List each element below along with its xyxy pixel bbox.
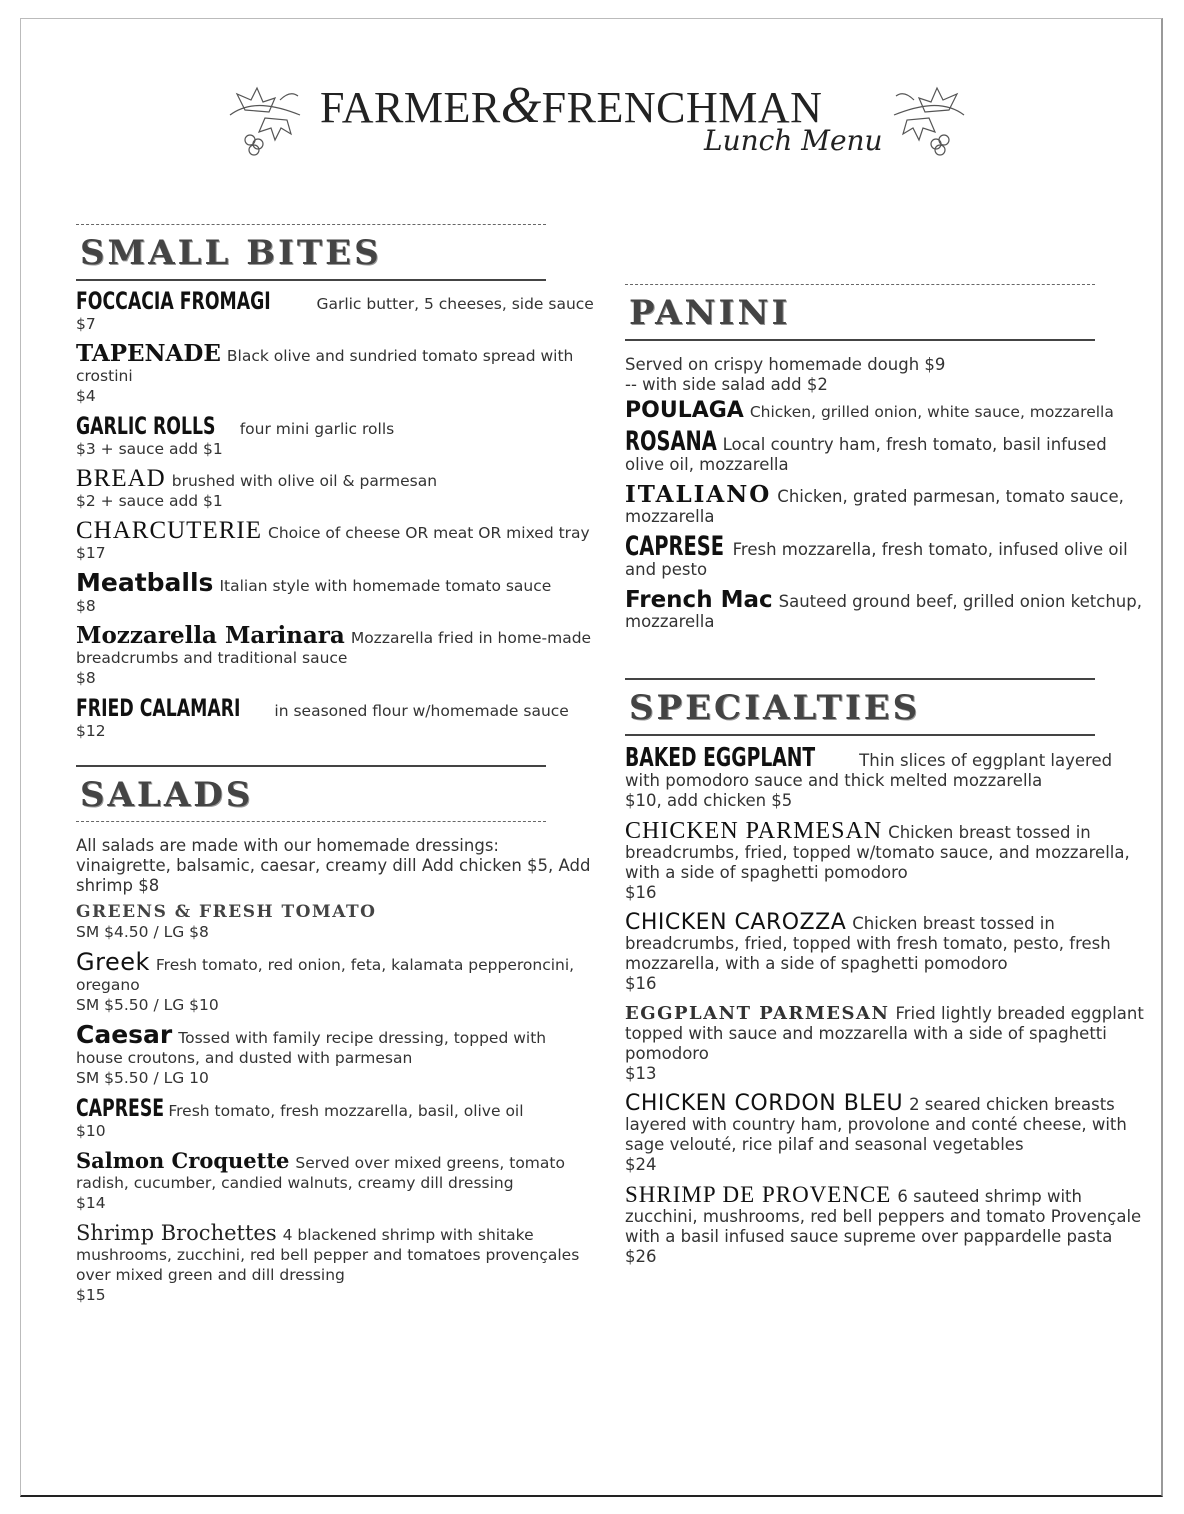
item-desc: brushed with olive oil & parmesan <box>171 472 438 490</box>
divider <box>625 678 1095 680</box>
item-desc: Local country ham, fresh tomato, basil infused olive oil, mozzarella <box>625 435 1107 474</box>
item-name: Shrimp Brochettes <box>76 1221 277 1245</box>
menu-item <box>625 1004 1145 1084</box>
item-price: SM $5.50 / LG 10 <box>76 1069 209 1087</box>
menu-item <box>625 587 1145 632</box>
specialties-section <box>625 678 1145 1267</box>
item-desc: Fried lightly breaded eggplant topped with sauce and mozzarella with a side of spaghetti pomodoro <box>625 1004 1144 1063</box>
item-desc: Sauteed ground beef, grilled onion ketchup, mozzarella <box>625 592 1142 631</box>
item-price: $17 <box>76 544 106 562</box>
divider <box>76 821 546 822</box>
item-desc: Italian style with homemade tomato sauce <box>219 577 552 595</box>
item-desc: Tossed with family recipe dressing, topped with house croutons, and dusted with parmesan <box>76 1029 547 1067</box>
item-name: POULAGA <box>625 398 744 423</box>
item-name: SHRIMP DE PROVENCE <box>625 1182 892 1207</box>
item-name: CAPRESE <box>625 531 725 562</box>
menu-item <box>76 1094 596 1141</box>
item-desc: 4 blackened shrimp with shitake mushrooms, zucchini, red bell pepper and tomatoes provençales over mixed green and dill dressing <box>76 1226 580 1284</box>
menu-item <box>76 1148 596 1213</box>
section-intro: Served on crispy homemade dough $9 -- with side salad add $2 <box>625 355 946 394</box>
item-name: French Mac <box>625 587 773 613</box>
menu-item <box>625 1091 1145 1175</box>
item-name: GREENS & FRESH TOMATO <box>76 902 377 922</box>
item-name: GARLIC ROLLS <box>76 412 216 440</box>
item-desc: in seasoned flour w/homemade sauce <box>274 702 569 720</box>
item-name: EGGPLANT PARMESAN <box>625 1003 890 1024</box>
menu-item <box>76 1223 596 1305</box>
menu-subtitle: Lunch Menu <box>704 124 883 157</box>
item-name: FOCCACIA FROMAGI <box>76 287 271 315</box>
menu-item <box>625 743 1145 811</box>
menu-item <box>625 426 1145 475</box>
menu-item <box>76 340 596 406</box>
brand-left: FARMER <box>320 83 501 132</box>
item-desc: Chicken breast tossed in breadcrumbs, fried, topped with fresh tomato, pesto, fresh mozzarella, with a side of spaghetti pomodoro <box>625 914 1111 973</box>
item-desc: Black olive and sundried tomato spread with crostini <box>76 347 574 385</box>
item-price: $4 <box>76 387 96 405</box>
item-name: FRIED CALAMARI <box>76 694 241 722</box>
menu-item <box>625 818 1145 903</box>
item-name: Mozzarella Marinara <box>76 622 345 649</box>
item-price: $12 <box>76 722 106 740</box>
item-desc: 2 seared chicken breasts layered with country ham, provolone and conté cheese, with sage velouté, rice pilaf and seasonal vegetables <box>625 1095 1127 1154</box>
item-desc: Fresh tomato, fresh mozzarella, basil, olive oil <box>168 1102 524 1120</box>
item-desc: Chicken, grated parmesan, tomato sauce, mozzarella <box>625 487 1124 526</box>
item-price: SM $5.50 / LG $10 <box>76 996 219 1014</box>
divider <box>76 279 546 281</box>
menu-item <box>76 694 596 741</box>
item-name: CHICKEN CORDON BLEU <box>625 1091 904 1116</box>
menu-item <box>76 412 596 459</box>
brand-ampersand: & <box>500 77 542 134</box>
salads-section <box>76 765 596 1305</box>
item-desc: Thin slices of eggplant layered with pomodoro sauce and thick melted mozzarella <box>625 751 1113 790</box>
menu-item <box>76 1020 596 1088</box>
item-desc: Served over mixed greens, tomato radish, cucumber, candied walnuts, creamy dill dressing <box>76 1154 565 1192</box>
menu-item <box>625 910 1145 994</box>
item-name: ITALIANO <box>625 481 772 508</box>
item-name: Meatballs <box>76 568 214 597</box>
section-title: SMALL BITES <box>80 233 382 273</box>
divider <box>625 339 1095 341</box>
item-price: $16 <box>625 883 657 902</box>
menu-item <box>76 948 596 1015</box>
item-price: $10 <box>76 1122 106 1140</box>
item-price: $26 <box>625 1247 657 1266</box>
menu-item <box>76 465 596 511</box>
menu-item <box>625 531 1145 580</box>
menu-header <box>220 70 964 170</box>
item-price: $24 <box>625 1155 657 1174</box>
item-desc: Chicken, grilled onion, white sauce, mozzarella <box>749 403 1114 421</box>
menu-item <box>625 1182 1145 1267</box>
small-bites-section <box>76 224 596 741</box>
section-title: PANINI <box>629 293 791 333</box>
item-price: $3 + sauce add $1 <box>76 440 223 458</box>
item-name: Salmon Croquette <box>76 1148 290 1173</box>
divider <box>76 765 546 767</box>
left-column <box>76 224 596 1315</box>
section-intro: All salads are made with our homemade dressings: vinaigrette, balsamic, caesar, creamy dill Add chicken $5, Add shrimp $8 <box>76 836 591 895</box>
item-price: $7 <box>76 315 96 333</box>
brand-right: FRENCHMAN <box>541 83 823 132</box>
item-name: BAKED EGGPLANT <box>625 743 816 773</box>
item-desc: Choice of cheese OR meat OR mixed tray <box>268 524 590 542</box>
item-desc: Chicken breast tossed in breadcrumbs, fried, topped w/tomato sauce, and mozzarella, with a side of spaghetti pomodoro <box>625 823 1130 882</box>
divider <box>76 224 546 225</box>
section-title: SALADS <box>80 775 254 815</box>
item-price: $10, add chicken $5 <box>625 791 793 810</box>
item-desc: four mini garlic rolls <box>239 420 395 438</box>
item-price: $15 <box>76 1286 106 1304</box>
item-name: CAPRESE <box>76 1094 165 1122</box>
item-name: BREAD <box>76 465 166 492</box>
item-desc: Mozzarella fried in home-made breadcrumbs and traditional sauce <box>76 629 592 667</box>
item-name: CHICKEN CAROZZA <box>625 910 847 935</box>
menu-item <box>76 902 596 942</box>
item-desc: Fresh mozzarella, fresh tomato, infused olive oil and pesto <box>625 540 1128 579</box>
item-name: ROSANA <box>625 426 717 457</box>
item-name: Caesar <box>76 1020 173 1049</box>
item-price: $13 <box>625 1064 657 1083</box>
menu-item <box>625 398 1145 423</box>
item-name: CHICKEN PARMESAN <box>625 818 883 844</box>
item-desc: Garlic butter, 5 cheeses, side sauce <box>316 295 594 313</box>
item-price: $14 <box>76 1194 106 1212</box>
item-price: $8 <box>76 597 96 615</box>
panini-section <box>625 284 1145 632</box>
item-price: SM $4.50 / LG $8 <box>76 923 209 941</box>
right-column <box>625 284 1145 1277</box>
item-price: $2 + sauce add $1 <box>76 492 223 510</box>
item-name: Greek <box>76 948 150 976</box>
menu-item <box>76 287 596 334</box>
item-name: TAPENADE <box>76 340 221 367</box>
item-desc: Fresh tomato, red onion, feta, kalamata pepperoncini, oregano <box>76 956 575 994</box>
item-desc: 6 sauteed shrimp with zucchini, mushrooms, red bell peppers and tomato Provençale with a basil infused sauce supreme over pappardelle pasta <box>625 1187 1142 1246</box>
item-price: $16 <box>625 974 657 993</box>
menu-item <box>76 517 596 563</box>
divider <box>625 284 1095 285</box>
menu-item <box>76 622 596 688</box>
menu-item <box>625 481 1145 527</box>
item-name: CHARCUTERIE <box>76 517 262 544</box>
divider <box>625 734 1095 736</box>
grape-vine-icon <box>884 70 974 160</box>
section-title: SPECIALTIES <box>629 688 921 728</box>
grape-vine-icon <box>220 70 310 160</box>
item-price: $8 <box>76 669 96 687</box>
menu-item <box>76 568 596 616</box>
